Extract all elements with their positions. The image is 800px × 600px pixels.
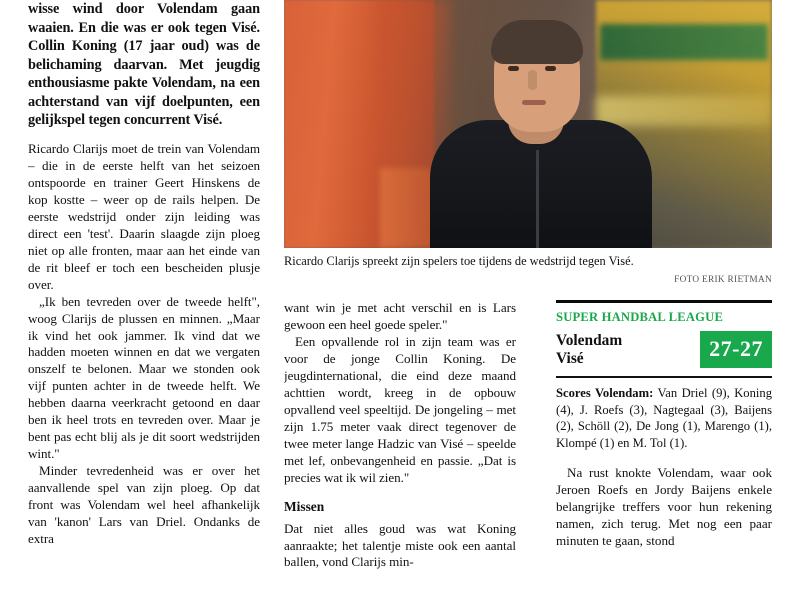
scorers-label: Scores Volendam: bbox=[556, 385, 654, 400]
article-photo bbox=[284, 0, 772, 248]
photo-subject-hair bbox=[491, 20, 583, 64]
photo-subject-mouth bbox=[522, 100, 546, 105]
article-lede: wisse wind door Volendam gaan waaien. En die was er ook tegen Visé. Collin Koning (17 jaar oud) was de belichaming daarvan. Met jeugdig enthousiasme pakte Volendam, na een achterstand van vijf doelpunten, een gelijkspel tegen concurrent Visé. bbox=[28, 1, 260, 129]
team-names bbox=[556, 331, 622, 368]
article-paragraph: Een opvallende rol in zijn team was er voor de jonge Collin Koning. De jeugdinternational, die eind deze maand achttien wordt, kreeg in de opbouw opvallend veel speeltijd. De jongeling – met zijn 1.75 meter vaak direct tegenover de twee meter lange Hadzic van Visé – speelde met lef, onbevangenheid en passie. „Dat is precies wat ik wil zien." bbox=[284, 333, 516, 485]
photo-subject-zipper bbox=[536, 150, 539, 248]
scorers-list bbox=[556, 385, 772, 452]
article-column-2 bbox=[284, 300, 516, 600]
result-box-top-rule bbox=[556, 300, 772, 303]
article-paragraph: Dat niet alles goud was wat Koning aanraakte; het talentje miste ook een aantal ballen, vond Clarijs min- bbox=[284, 520, 516, 570]
score-badge: 27-27 bbox=[700, 331, 772, 368]
photo-subject-nose bbox=[528, 70, 537, 90]
league-name: SUPER HANDBAL LEAGUE bbox=[556, 310, 724, 324]
article-column-1 bbox=[28, 0, 260, 600]
photo-subject-eye-right bbox=[545, 66, 556, 71]
article-paragraph: „Ik ben tevreden over de tweede helft", woog Clarijs de plussen en minnen. „Maar ik vind het ook jammer. Ik vind dat we hadden moeten winnen en dat we vergaten onszelf te belonen. Maar we stonden ook vijf punten achter in de tweede helft. We hebben daarna veerkracht getoond en daar ben ik heel trots en tevreden over. Maar je bent pas echt blij als je dit soort wedstrijden wint." bbox=[28, 293, 260, 462]
result-box-divider bbox=[556, 376, 772, 378]
article-paragraph: Na rust knokte Volendam, waar ook Jeroen Roefs en Jordy Baijens enkele belangrijke treffers voor hun rekening namen, zich terug. Met nog een paar minuten te gaan, stond bbox=[556, 464, 772, 548]
match-result bbox=[556, 331, 772, 368]
article-paragraph: Ricardo Clarijs moet de trein van Volendam – die in de eerste helft van het seizoen ontspoorde en trainer Geert Hinskens de kop kostte – weer op de rails helpen. De eerste wedstrijd onder zijn leiding was direct een 'test'. Daarin slaagde zijn ploeg niet op alle fronten, maar aan het einde van de rit bleef er toch een bescheiden plusje over. bbox=[28, 141, 260, 292]
photo-subject-eye-left bbox=[508, 66, 519, 71]
article-paragraph: want win je met acht verschil en is Lars gewoon een heel goede speler." bbox=[284, 300, 516, 332]
scorers-text: Van Driel (9), Koning (4), J. Roefs (3), Nagtegaal (3), Baijens (2), Schöll (2), De Jong (1), Marengo (1), Klompé (1) en M. Tol (1). bbox=[556, 385, 772, 451]
photo-caption: Ricardo Clarijs spreekt zijn spelers toe tijdens de wedstrijd tegen Visé. bbox=[284, 254, 634, 268]
home-team-name: Volendam bbox=[556, 332, 623, 349]
photo-subject-coach bbox=[424, 0, 654, 248]
away-team-name: Visé bbox=[556, 350, 584, 368]
photo-subject-eyebrow-right bbox=[543, 58, 558, 61]
photo-subject-eyebrow-left bbox=[506, 58, 521, 61]
article-column-3 bbox=[556, 300, 772, 600]
article-subheading: Missen bbox=[284, 499, 325, 515]
photo-credit: FOTO ERIK RIETMAN bbox=[674, 275, 772, 285]
article-paragraph: Minder tevredenheid was er over het aanvallende spel van zijn ploeg. Op dat front was Volendam wel heel afhankelijk van 'kanon' Lars van Driel. Ondanks de extra bbox=[28, 463, 260, 546]
